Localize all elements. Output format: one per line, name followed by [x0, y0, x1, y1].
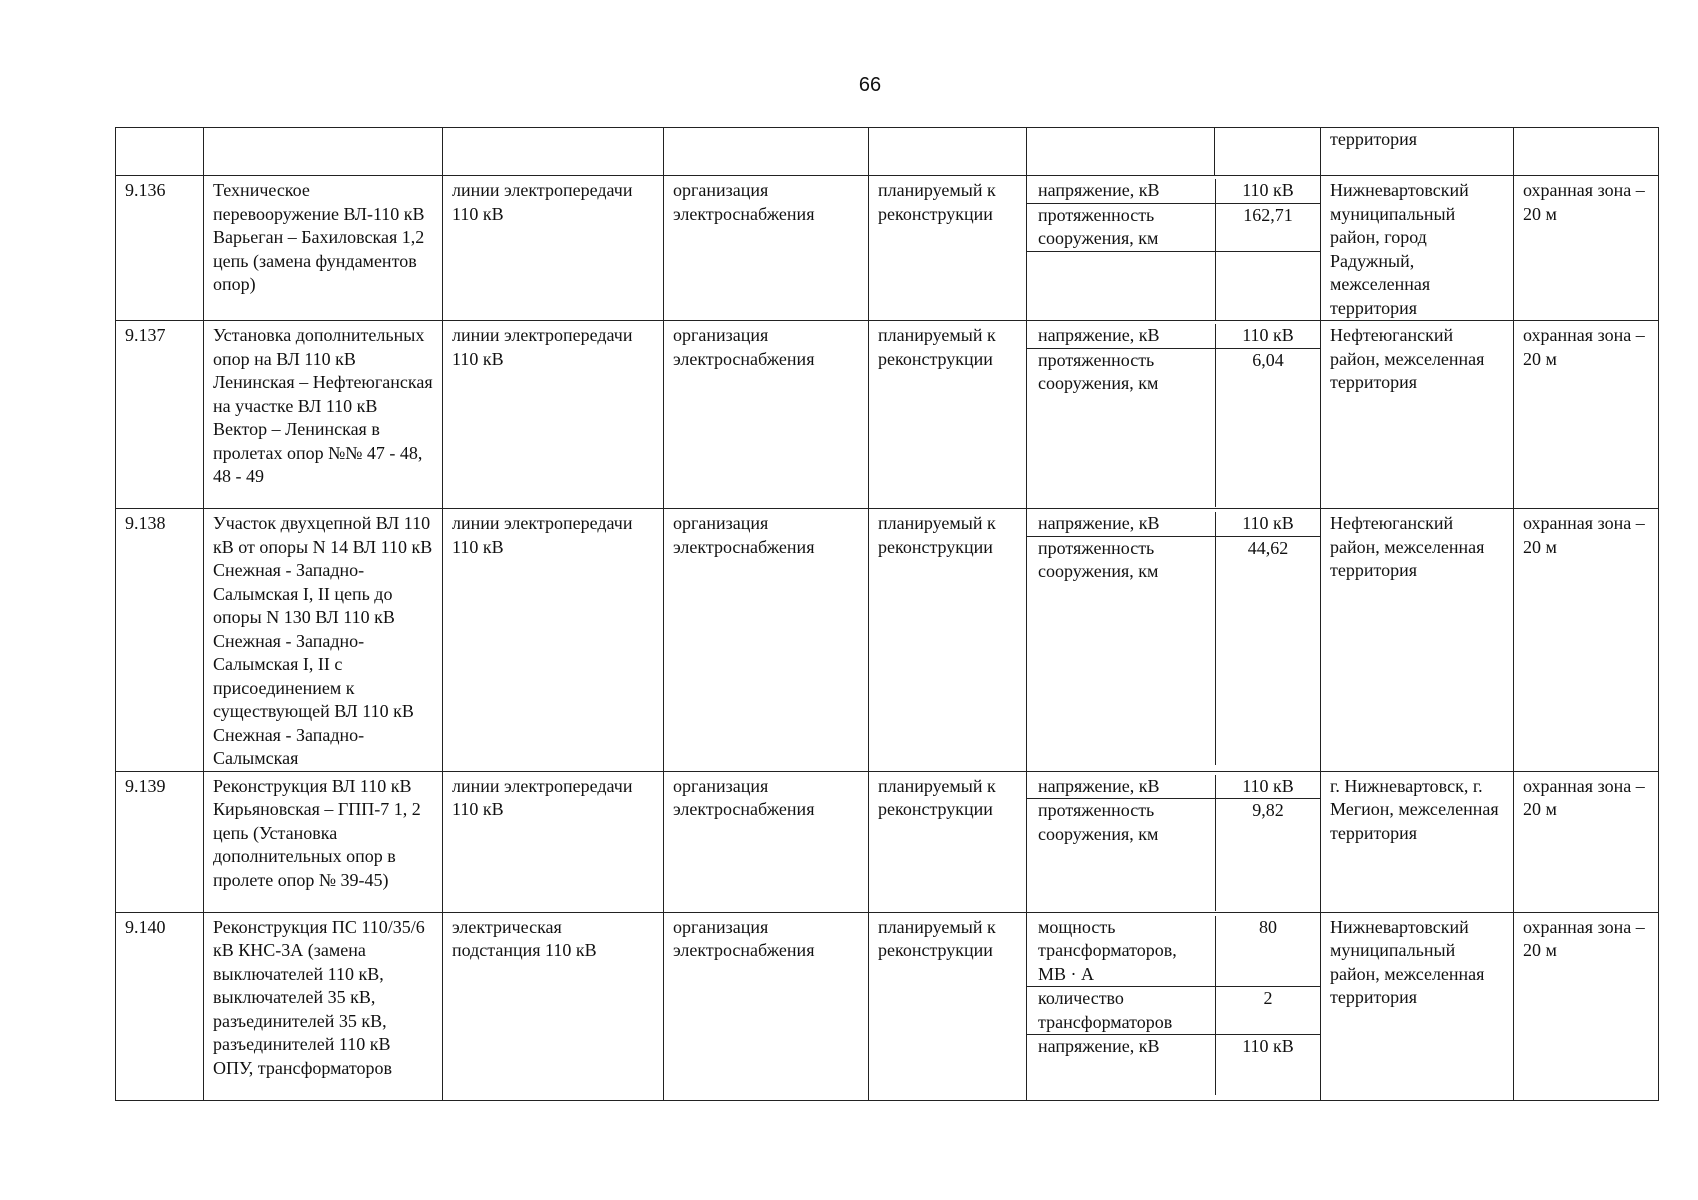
cell-purpose: организация электроснабжения [664, 771, 869, 912]
param-value: 80 [1215, 916, 1320, 987]
cell-params [1027, 509, 1321, 772]
param-row [1027, 1035, 1320, 1095]
cell-name: Техническое перевооружение ВЛ-110 кВ Варьеган – Бахиловская 1,2 цепь (замена фундаментов опор) [204, 176, 443, 321]
table-row [116, 771, 1659, 912]
cell-type: линии электропередачи 110 кВ [443, 321, 664, 509]
param-name: количество трансформаторов [1038, 988, 1173, 1032]
cell-type [443, 128, 664, 176]
cell-status: планируемый к реконструкции [869, 321, 1027, 509]
param-row [1027, 772, 1320, 800]
param-name: протяженность сооружения, км [1038, 349, 1159, 393]
cell-purpose: организация электроснабжения [664, 321, 869, 509]
cell-name: Установка дополнительных опор на ВЛ 110 кВ Ленинская – Нефтеюганская на участке ВЛ 110 кВ Вектор – Ленинская в пролетах опор №№ 47 - 48, 48 - 49 [204, 321, 443, 509]
param-row [1027, 987, 1320, 1035]
cell-zone: охранная зона – 20 м [1514, 176, 1659, 321]
param-value: 6,04 [1215, 349, 1320, 507]
table-row [116, 321, 1659, 509]
objects-table [115, 127, 1659, 1101]
table-row-continuation [116, 128, 1659, 176]
param-row [1027, 799, 1320, 911]
cell-params [1027, 771, 1321, 912]
param-row [1027, 321, 1320, 349]
cell-type: линии электропередачи 110 кВ [443, 509, 664, 772]
param-value: 9,82 [1215, 799, 1320, 911]
table-row [116, 912, 1659, 1100]
param-value: 110 кВ [1215, 512, 1320, 536]
cell-num: 9.136 [116, 176, 204, 321]
cell-purpose: организация электроснабжения [664, 176, 869, 321]
param-value: 110 кВ [1215, 775, 1320, 799]
cell-num [116, 128, 204, 176]
cell-params [1027, 912, 1321, 1100]
cell-params [1027, 176, 1321, 321]
cell-status: планируемый к реконструкции [869, 176, 1027, 321]
cell-type: линии электропередачи 110 кВ [443, 176, 664, 321]
cell-location: Нефтеюганский район, межселенная территория [1321, 509, 1514, 772]
param-value: 110 кВ [1215, 179, 1320, 203]
param-row [1027, 509, 1320, 537]
param-value: 162,71 [1215, 204, 1320, 251]
param-name [1027, 252, 1215, 320]
cell-name [204, 128, 443, 176]
param-row [1027, 913, 1320, 988]
cell-purpose: организация электроснабжения [664, 912, 869, 1100]
param-row [1027, 204, 1320, 252]
cell-param-value [1215, 128, 1321, 176]
table-row [116, 509, 1659, 772]
param-name: протяженность сооружения, км [1038, 800, 1159, 844]
cell-status: планируемый к реконструкции [869, 771, 1027, 912]
param-name: напряжение, кВ [1038, 180, 1160, 200]
cell-name: Участок двухцепной ВЛ 110 кВ от опоры N 14 ВЛ 110 кВ Снежная - Западно- Салымская I, II цепь до опоры N 130 ВЛ 110 кВ Снежная - Западно-Салымская I, II с присоединением к существующей ВЛ 110 кВ Снежная - Западно-Салымская [204, 509, 443, 772]
cell-status: планируемый к реконструкции [869, 509, 1027, 772]
cell-name: Реконструкция ПС 110/35/6 кВ КНС-3А (замена выключателей 110 кВ, выключателей 35 кВ, разъединителей 35 кВ, разъединителей 110 кВ ОПУ, трансформаторов [204, 912, 443, 1100]
page-number: 66 [858, 74, 882, 96]
cell-name: Реконструкция ВЛ 110 кВ Кирьяновская – ГПП-7 1, 2 цепь (Установка дополнительных опор в пролете опор № 39-45) [204, 771, 443, 912]
param-value: 110 кВ [1215, 324, 1320, 348]
cell-status: планируемый к реконструкции [869, 912, 1027, 1100]
cell-location: г. Нижневартовск, г. Мегион, межселенная территория [1321, 771, 1514, 912]
cell-param-name [1027, 128, 1215, 176]
param-name: мощность трансформаторов, МВ · А [1038, 916, 1177, 984]
cell-location: Нижневартовский муниципальный район, межселенная территория [1321, 912, 1514, 1100]
param-value [1215, 252, 1320, 320]
cell-location: Нефтеюганский район, межселенная территория [1321, 321, 1514, 509]
cell-type: линии электропередачи 110 кВ [443, 771, 664, 912]
param-row [1027, 349, 1320, 507]
cell-type: электрическая подстанция 110 кВ [443, 912, 664, 1100]
cell-zone: охранная зона – 20 м [1514, 509, 1659, 772]
cell-location: Нижневартовский муниципальный район, город Радужный, межселенная территория [1321, 176, 1514, 321]
cell-num: 9.140 [116, 912, 204, 1100]
cell-params [1027, 321, 1321, 509]
param-row [1027, 252, 1320, 320]
cell-location: территория [1321, 128, 1514, 176]
cell-num: 9.138 [116, 509, 204, 772]
table-row [116, 176, 1659, 321]
cell-purpose: организация электроснабжения [664, 509, 869, 772]
cell-status [869, 128, 1027, 176]
cell-zone: охранная зона – 20 м [1514, 912, 1659, 1100]
cell-zone: охранная зона – 20 м [1514, 321, 1659, 509]
param-name: напряжение, кВ [1038, 775, 1160, 796]
param-value: 2 [1215, 987, 1320, 1034]
param-name: напряжение, кВ [1038, 513, 1160, 533]
param-name: протяженность сооружения, км [1038, 204, 1159, 248]
param-value: 44,62 [1215, 537, 1320, 765]
cell-purpose [664, 128, 869, 176]
param-name: напряжение, кВ [1038, 1036, 1160, 1056]
param-name: протяженность сооружения, км [1038, 537, 1159, 581]
param-value: 110 кВ [1215, 1035, 1320, 1095]
cell-zone: охранная зона – 20 м [1514, 771, 1659, 912]
param-name: напряжение, кВ [1038, 325, 1160, 345]
cell-zone [1514, 128, 1659, 176]
param-row [1027, 537, 1320, 765]
cell-num: 9.139 [116, 771, 204, 912]
cell-num: 9.137 [116, 321, 204, 509]
param-row [1027, 176, 1320, 204]
